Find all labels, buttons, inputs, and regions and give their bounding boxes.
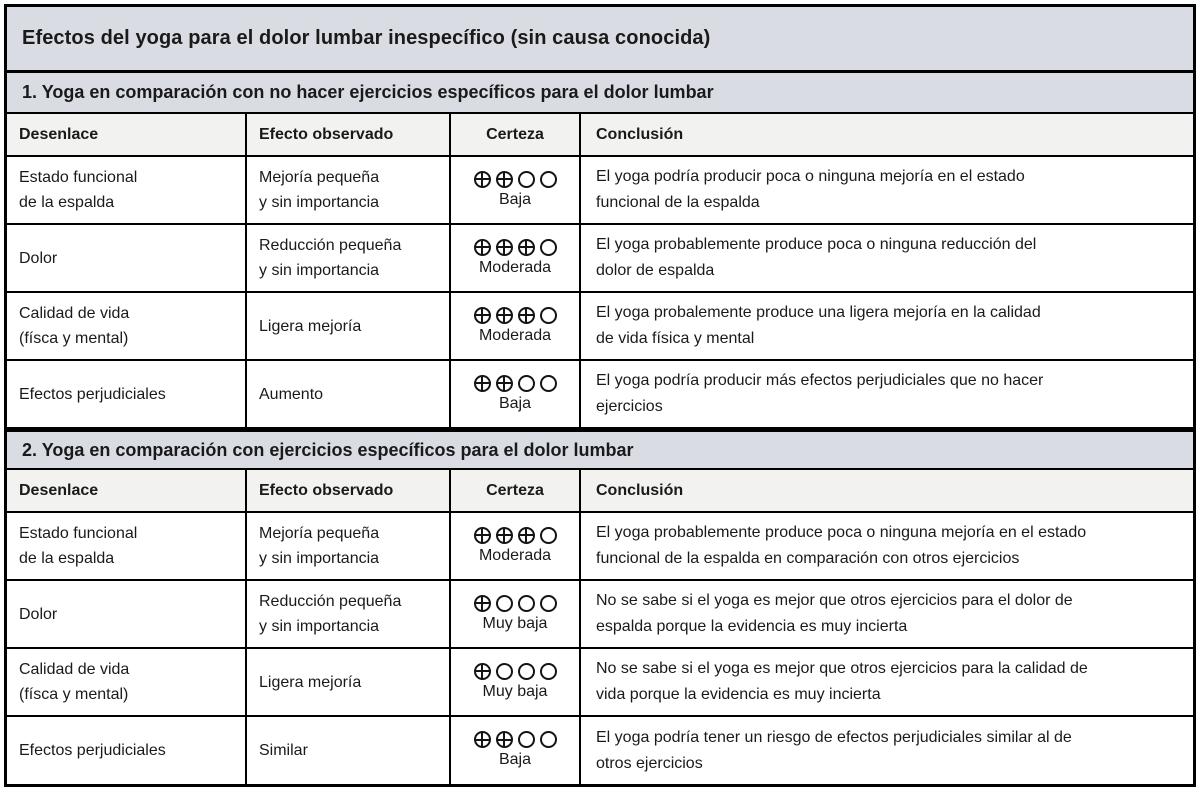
effect-text: y sin importancia [259, 618, 380, 635]
table-row [7, 649, 1193, 717]
table-title: Efectos del yoga para el dolor lumbar inespecífico (sin causa conocida) [7, 7, 1193, 73]
grade-rating-icons [474, 663, 557, 680]
certainty-label: Moderada [478, 326, 552, 344]
outcome-cell [7, 157, 247, 223]
grade-plus-circle-icon [518, 527, 535, 544]
grade-empty-circle-icon [540, 171, 557, 188]
conclusion-text: El yoga podría tener un riesgo de efectos perjudiciales similar al de [596, 728, 1072, 746]
outcome-text: (físca y mental) [19, 330, 129, 347]
conclusion-text: El yoga podría producir más efectos perjudiciales que no hacer [596, 372, 1044, 389]
grade-rating-icons [474, 171, 557, 188]
certainty-cell [451, 513, 581, 579]
effect-text: Ligera mejoría [259, 317, 362, 335]
effect-cell [247, 649, 451, 715]
effect-text: Ligera mejoría [259, 673, 362, 691]
grade-rating-icons [474, 375, 557, 392]
outcome-text: Estado funcional [19, 525, 138, 542]
certainty-cell [451, 717, 581, 784]
outcome-text: Efectos perjudiciales [19, 385, 166, 403]
grade-plus-circle-icon [474, 663, 491, 680]
grade-empty-circle-icon [496, 595, 513, 612]
table-row [7, 581, 1193, 649]
column-header-row [7, 114, 1193, 157]
effect-text: Reducción pequeña [259, 593, 402, 610]
column-header-conclusion: Conclusión [596, 125, 684, 143]
outcome-text: Estado funcional [19, 169, 138, 186]
column-header-desenlace: Desenlace [7, 470, 247, 511]
conclusion-text: El yoga probablemente produce poca o ninguna reducción del [596, 236, 1037, 253]
grade-plus-circle-icon [474, 239, 491, 256]
outcome-text: Calidad de vida [19, 305, 130, 322]
grade-empty-circle-icon [518, 375, 535, 392]
certainty-cell [451, 361, 581, 427]
grade-rating-icons [474, 731, 557, 748]
column-header-certeza: Certeza [451, 470, 581, 511]
grade-empty-circle-icon [518, 595, 535, 612]
grade-plus-circle-icon [474, 731, 491, 748]
conclusion-cell [581, 581, 1193, 647]
grade-plus-circle-icon [518, 239, 535, 256]
outcome-text: de la espalda [19, 194, 115, 211]
effect-cell [247, 361, 451, 427]
outcome-cell [7, 293, 247, 359]
grade-plus-circle-icon [496, 527, 513, 544]
conclusion-cell [581, 513, 1193, 579]
grade-empty-circle-icon [540, 595, 557, 612]
conclusion-text: El yoga probalemente produce una ligera mejoría en la calidad [596, 304, 1041, 321]
certainty-label: Muy baja [482, 614, 548, 632]
conclusion-text: funcional de la espalda [596, 194, 760, 211]
effect-cell [247, 293, 451, 359]
grade-empty-circle-icon [518, 171, 535, 188]
certainty-cell [451, 581, 581, 647]
column-header-conclusion: Conclusión [596, 481, 684, 499]
grade-plus-circle-icon [518, 307, 535, 324]
grade-plus-circle-icon [474, 595, 491, 612]
effect-text: y sin importancia [259, 262, 380, 279]
effect-cell [247, 513, 451, 579]
table-row [7, 513, 1193, 581]
certainty-label: Baja [498, 394, 532, 412]
column-header-desenlace: Desenlace [7, 114, 247, 155]
outcome-text: Dolor [19, 249, 58, 267]
outcome-text: (físca y mental) [19, 686, 129, 703]
conclusion-cell [581, 649, 1193, 715]
column-header-row [7, 470, 1193, 513]
grade-plus-circle-icon [474, 307, 491, 324]
table-row [7, 717, 1193, 784]
conclusion-text: No se sabe si el yoga es mejor que otros ejercicios para el dolor de [596, 592, 1073, 609]
conclusion-text: espalda porque la evidencia es muy incierta [596, 618, 908, 635]
outcome-text: Calidad de vida [19, 661, 130, 678]
effect-text: y sin importancia [259, 550, 380, 567]
conclusion-cell [581, 157, 1193, 223]
certainty-label: Moderada [478, 546, 552, 564]
conclusion-text: vida porque la evidencia es muy incierta [596, 686, 881, 703]
certainty-cell [451, 157, 581, 223]
conclusion-text: dolor de espalda [596, 262, 715, 279]
summary-table [4, 4, 1196, 787]
certainty-cell [451, 649, 581, 715]
conclusion-cell [581, 717, 1193, 784]
certainty-label: Baja [498, 751, 532, 768]
certainty-label: Moderada [478, 258, 552, 276]
outcome-text: de la espalda [19, 550, 115, 567]
grade-plus-circle-icon [496, 239, 513, 256]
grade-rating-icons [474, 527, 557, 544]
column-header-certeza: Certeza [451, 114, 581, 155]
conclusion-cell [581, 361, 1193, 427]
table-row [7, 361, 1193, 429]
outcome-cell [7, 581, 247, 647]
grade-empty-circle-icon [496, 663, 513, 680]
grade-plus-circle-icon [496, 731, 513, 748]
table-row [7, 293, 1193, 361]
table-row [7, 225, 1193, 293]
outcome-cell [7, 225, 247, 291]
outcome-text: Efectos perjudiciales [19, 742, 166, 759]
conclusion-text: otros ejercicios [596, 754, 703, 772]
grade-plus-circle-icon [474, 171, 491, 188]
effect-cell [247, 225, 451, 291]
grade-plus-circle-icon [474, 527, 491, 544]
certainty-label: Muy baja [482, 682, 548, 700]
grade-plus-circle-icon [474, 375, 491, 392]
grade-plus-circle-icon [496, 171, 513, 188]
grade-rating-icons [474, 239, 557, 256]
effect-text: Similar [259, 742, 308, 759]
grade-rating-icons [474, 307, 557, 324]
section-1-heading: 1. Yoga en comparación con no hacer ejercicios específicos para el dolor lumbar [7, 73, 1193, 114]
table-row [7, 157, 1193, 225]
effect-cell [247, 157, 451, 223]
grade-plus-circle-icon [496, 307, 513, 324]
certainty-cell [451, 293, 581, 359]
section-2-heading: 2. Yoga en comparación con ejercicios específicos para el dolor lumbar [7, 429, 1193, 470]
conclusion-text: El yoga probablemente produce poca o ninguna mejoría en el estado [596, 524, 1087, 541]
conclusion-text: El yoga podría producir poca o ninguna mejoría en el estado [596, 168, 1025, 185]
grade-empty-circle-icon [540, 731, 557, 748]
outcome-text: Dolor [19, 605, 58, 623]
grade-empty-circle-icon [518, 731, 535, 748]
conclusion-text: de vida física y mental [596, 330, 755, 347]
outcome-cell [7, 649, 247, 715]
grade-plus-circle-icon [496, 375, 513, 392]
effect-cell [247, 581, 451, 647]
conclusion-cell [581, 293, 1193, 359]
effect-cell [247, 717, 451, 784]
outcome-cell [7, 513, 247, 579]
outcome-cell [7, 717, 247, 784]
certainty-cell [451, 225, 581, 291]
grade-empty-circle-icon [540, 527, 557, 544]
grade-empty-circle-icon [518, 663, 535, 680]
grade-rating-icons [474, 595, 557, 612]
effect-text: Aumento [259, 385, 324, 403]
effect-text: Mejoría pequeña [259, 169, 380, 186]
conclusion-text: No se sabe si el yoga es mejor que otros ejercicios para la calidad de [596, 660, 1088, 677]
column-header-efecto: Efecto observado [247, 114, 451, 155]
grade-empty-circle-icon [540, 375, 557, 392]
effect-text: Mejoría pequeña [259, 525, 380, 542]
conclusion-text: funcional de la espalda en comparación con otros ejercicios [596, 550, 1020, 567]
grade-empty-circle-icon [540, 663, 557, 680]
conclusion-cell [581, 225, 1193, 291]
effect-text: y sin importancia [259, 194, 380, 211]
column-header-efecto: Efecto observado [247, 470, 451, 511]
outcome-cell [7, 361, 247, 427]
certainty-label: Baja [498, 190, 532, 208]
grade-empty-circle-icon [540, 239, 557, 256]
grade-empty-circle-icon [540, 307, 557, 324]
conclusion-text: ejercicios [596, 398, 663, 415]
effect-text: Reducción pequeña [259, 237, 402, 254]
